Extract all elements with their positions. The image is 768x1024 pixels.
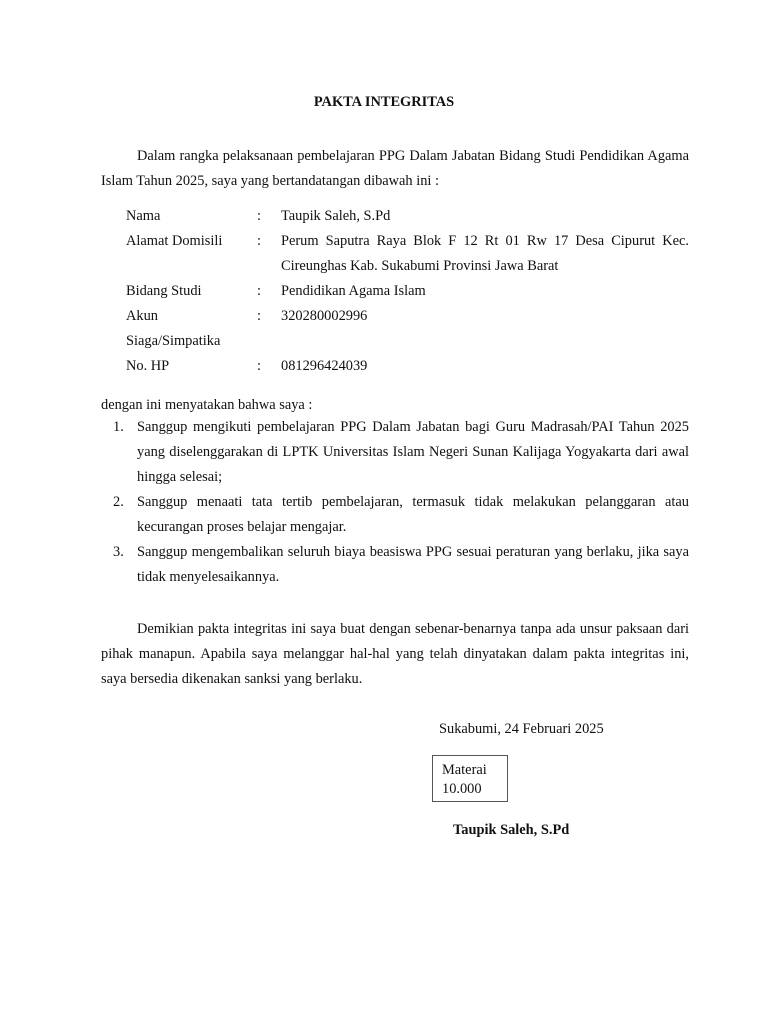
identity-colon: : <box>257 283 261 299</box>
identity-label: Akun <box>126 308 158 324</box>
identity-value <box>281 329 689 354</box>
stamp-value: 10.000 <box>442 781 482 797</box>
identity-value: Pendidikan Agama Islam <box>281 283 426 299</box>
identity-label: Nama <box>126 208 161 224</box>
identity-label: Alamat Domisili <box>126 233 223 249</box>
identity-colon: : <box>257 233 261 249</box>
identity-row-field-of-study <box>126 279 689 304</box>
list-item <box>101 490 689 540</box>
identity-label: Siaga/Simpatika <box>126 333 221 349</box>
identity-value: Taupik Saleh, S.Pd <box>281 208 391 224</box>
identity-row-address <box>126 229 689 279</box>
place-date: Sukabumi, 24 Februari 2025 <box>439 721 604 737</box>
signer-name: Taupik Saleh, S.Pd <box>453 822 570 838</box>
list-item <box>101 540 689 590</box>
identity-label: Bidang Studi <box>126 283 202 299</box>
pledge-number: 3. <box>113 544 124 560</box>
identity-value: 081296424039 <box>281 358 368 374</box>
pledge-list <box>101 415 689 590</box>
pledge-text: Sanggup menaati tata tertib pembelajaran, termasuk tidak melakukan pelanggaran atau kecurangan proses belajar mengajar. <box>137 494 689 535</box>
stamp-label: Materai <box>442 762 487 778</box>
identity-row-name <box>126 204 689 229</box>
identity-value: 320280002996 <box>281 308 368 324</box>
pledge-text: Sanggup mengikuti pembelajaran PPG Dalam Jabatan bagi Guru Madrasah/PAI Tahun 2025 yang diselenggarakan di LPTK Universitas Islam Negeri Sunan Kalijaga Yogyakarta dari awal hingga selesai; <box>137 419 689 485</box>
document-title: PAKTA INTEGRITAS <box>313 94 455 110</box>
pledge-number: 2. <box>113 494 124 510</box>
identity-colon <box>257 329 281 354</box>
identity-colon: : <box>257 208 261 224</box>
identity-row-phone <box>126 354 689 379</box>
list-item <box>101 415 689 490</box>
pledge-number: 1. <box>113 419 124 435</box>
identity-table <box>126 204 689 379</box>
stamp-duty-box <box>432 755 508 802</box>
identity-row-account <box>126 304 689 329</box>
identity-colon: : <box>257 358 261 374</box>
closing-paragraph: Demikian pakta integritas ini saya buat dengan sebenar-benarnya tanpa ada unsur paksaan dari pihak manapun. Apabila saya melanggar hal-hal yang telah dinyatakan dalam pakta integritas ini, saya bersedia dikenakan sanksi yang berlaku. <box>101 621 689 687</box>
identity-colon: : <box>257 308 261 324</box>
pledge-text: Sanggup mengembalikan seluruh biaya beasiswa PPG sesuai peraturan yang berlaku, jika saya tidak menyelesaikannya. <box>137 544 689 585</box>
identity-value: Perum Saputra Raya Blok F 12 Rt 01 Rw 17 Desa Cipurut Kec. Cireunghas Kab. Sukabumi Provinsi Jawa Barat <box>281 233 689 274</box>
identity-label: No. HP <box>126 358 170 374</box>
intro-paragraph: Dalam rangka pelaksanaan pembelajaran PPG Dalam Jabatan Bidang Studi Pendidikan Agama Islam Tahun 2025, saya yang bertandatangan dibawah ini : <box>101 148 689 189</box>
identity-row-siaga <box>126 329 689 354</box>
declaration-lead: dengan ini menyatakan bahwa saya : <box>101 397 313 413</box>
